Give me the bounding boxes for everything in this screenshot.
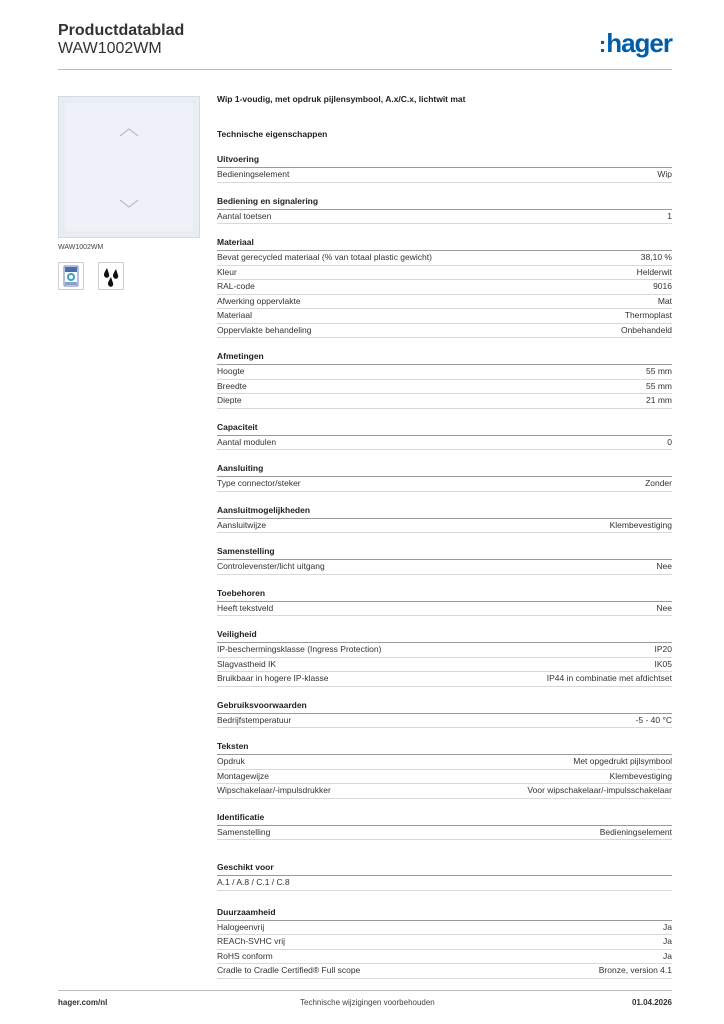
spec-row [217,935,672,950]
spec-label: Bruikbaar in hogere IP-klasse [217,673,329,683]
arrow-down-icon [118,199,140,209]
spec-value: Nee [656,561,672,571]
section-title: Teksten [217,741,672,755]
spec-value: Bedieningselement [599,826,672,837]
spec-label: IP-beschermingsklasse (Ingress Protection) [217,644,382,654]
spec-label: Breedte [217,380,247,391]
suitable-section [217,862,672,891]
logo-text: hager [606,28,672,58]
spec-row [217,380,672,395]
spec-label: Heeft tekstveld [217,602,274,613]
spec-section [217,812,672,841]
spec-label: Wipschakelaar/-impulsdrukker [217,785,331,795]
spec-section [217,196,672,225]
spec-value: 9016 [653,281,672,291]
spec-value: 38,10 % [640,252,672,262]
spec-label: Bevat gerecycled materiaal (% van totaal plastic gewicht) [217,252,432,262]
spec-value: IP44 in combinatie met afdichtset [546,673,672,683]
spec-row [217,755,672,770]
spec-value: 55 mm [646,366,672,376]
spec-label: Diepte [217,395,242,405]
section-title: Uitvoering [217,154,672,168]
spec-section [217,463,672,492]
spec-row [217,964,672,979]
spec-row [217,770,672,785]
spec-value: IP20 [654,644,672,654]
spec-value: Wip [657,169,672,179]
section-title: Aansluiting [217,463,672,477]
spec-row [217,394,672,409]
spec-row [217,658,672,673]
spec-label: Aansluitwijze [217,519,267,530]
spec-value: Mat [657,295,672,306]
spec-value: -5 - 40 °C [635,714,672,725]
spec-value: 0 [667,436,672,447]
spec-section [217,237,672,338]
spec-row [217,643,672,658]
spec-label: Controlevenster/licht uitgang [217,561,325,571]
spec-row [217,280,672,295]
spec-row [217,168,672,183]
spec-label: Slagvastheid IK [217,658,277,669]
spec-section [217,629,672,687]
spec-value: Ja [663,921,672,932]
section-title: Geschikt voor [217,862,672,876]
hager-logo [599,28,672,59]
spec-label: REACh-SVHC vrij [217,936,286,946]
spec-label: RoHS conform [217,950,273,961]
spec-row [217,519,672,534]
spec-value: Nee [656,602,672,613]
spec-label: Cradle to Cradle Certified® Full scope [217,965,361,975]
spec-value: Ja [663,950,672,961]
section-title: Toebehoren [217,588,672,602]
spec-label: Hoogte [217,366,245,376]
header-title: Productdatablad [58,22,185,39]
spec-label: Bedieningselement [217,169,290,179]
spec-value: Klembevestiging [609,519,672,530]
section-title: Afmetingen [217,351,672,365]
logo-dots: : [598,32,606,57]
footer-date: 01.04.2026 [631,998,672,1007]
footer-disclaimer: Technische wijzigingen voorbehouden [300,998,435,1007]
spec-value: 1 [667,210,672,221]
spec-value: 21 mm [646,395,672,405]
spec-row [217,784,672,799]
spec-value: Voor wipschakelaar/-impulsschakelaar [527,785,672,795]
footer-divider [58,990,672,991]
spec-row [217,602,672,617]
spec-section [217,700,672,729]
spec-value: Helderwit [636,266,672,277]
spec-row [217,266,672,281]
spec-value: Ja [663,936,672,946]
suitable-value: A.1 / A.8 / C.1 / C.8 [217,876,672,891]
spec-section [217,588,672,617]
spec-label: Montagewijze [217,770,269,781]
spec-label: Aantal modulen [217,436,277,447]
spec-row [217,436,672,451]
spec-row [217,560,672,575]
spec-row [217,324,672,339]
spec-section [217,422,672,451]
spec-label: Kleur [217,266,237,277]
section-title: Bediening en signalering [217,196,672,210]
spec-value: Klembevestiging [609,770,672,781]
spec-row [217,295,672,310]
spec-section [217,351,672,409]
recycle-certified-icon [58,262,84,290]
spec-label: Halogeenvrij [217,921,265,932]
spec-value: 55 mm [646,380,672,391]
section-title: Gebruiksvoorwaarden [217,700,672,714]
spec-section [217,546,672,575]
spec-section [217,154,672,183]
spec-value: Met opgedrukt pijlsymbool [573,756,672,766]
spec-content [217,94,672,979]
spec-row [217,950,672,965]
spec-value: Thermoplast [624,310,672,320]
section-title: Capaciteit [217,422,672,436]
spec-sections [217,154,672,840]
header-divider [58,69,672,70]
spec-row [217,921,672,936]
section-title: Samenstelling [217,546,672,560]
spec-row [217,309,672,324]
spec-section [217,741,672,799]
spec-row [217,672,672,687]
spec-value: IK05 [654,658,672,669]
section-title: Aansluitmogelijkheden [217,505,672,519]
section-title: Identificatie [217,812,672,826]
spec-row [217,365,672,380]
water-drops-icon [98,262,124,290]
sustainability-section [217,907,672,979]
section-title: Duurzaamheid [217,907,672,921]
product-code: WAW1002WM [58,40,162,57]
spec-label: Materiaal [217,310,252,320]
spec-row [217,826,672,841]
spec-row [217,714,672,729]
spec-row [217,210,672,225]
spec-row [217,477,672,492]
section-title: Veiligheid [217,629,672,643]
spec-label: Type connector/steker [217,478,301,488]
spec-row [217,251,672,266]
spec-label: Afwerking oppervlakte [217,295,301,306]
arrow-up-icon [118,127,140,137]
section-title: Materiaal [217,237,672,251]
spec-label: Bedrijfstemperatuur [217,714,292,725]
spec-label: Oppervlakte behandeling [217,324,312,335]
image-caption: WAW1002WM [58,244,104,251]
product-image [58,96,200,238]
spec-label: Aantal toetsen [217,210,272,221]
spec-value: Onbehandeld [620,324,672,335]
tech-properties-title: Technische eigenschappen [217,129,328,139]
product-description: Wip 1-voudig, met opdruk pijlensymbool, A.x/C.x, lichtwit mat [217,94,466,104]
spec-label: Opdruk [217,756,245,766]
spec-value: Zonder [645,478,672,488]
spec-value: Bronze, version 4.1 [598,965,672,975]
spec-label: RAL-code [217,281,255,291]
spec-label: Samenstelling [217,826,271,837]
spec-section [217,505,672,534]
footer-website-link[interactable]: hager.com/nl [58,998,108,1007]
